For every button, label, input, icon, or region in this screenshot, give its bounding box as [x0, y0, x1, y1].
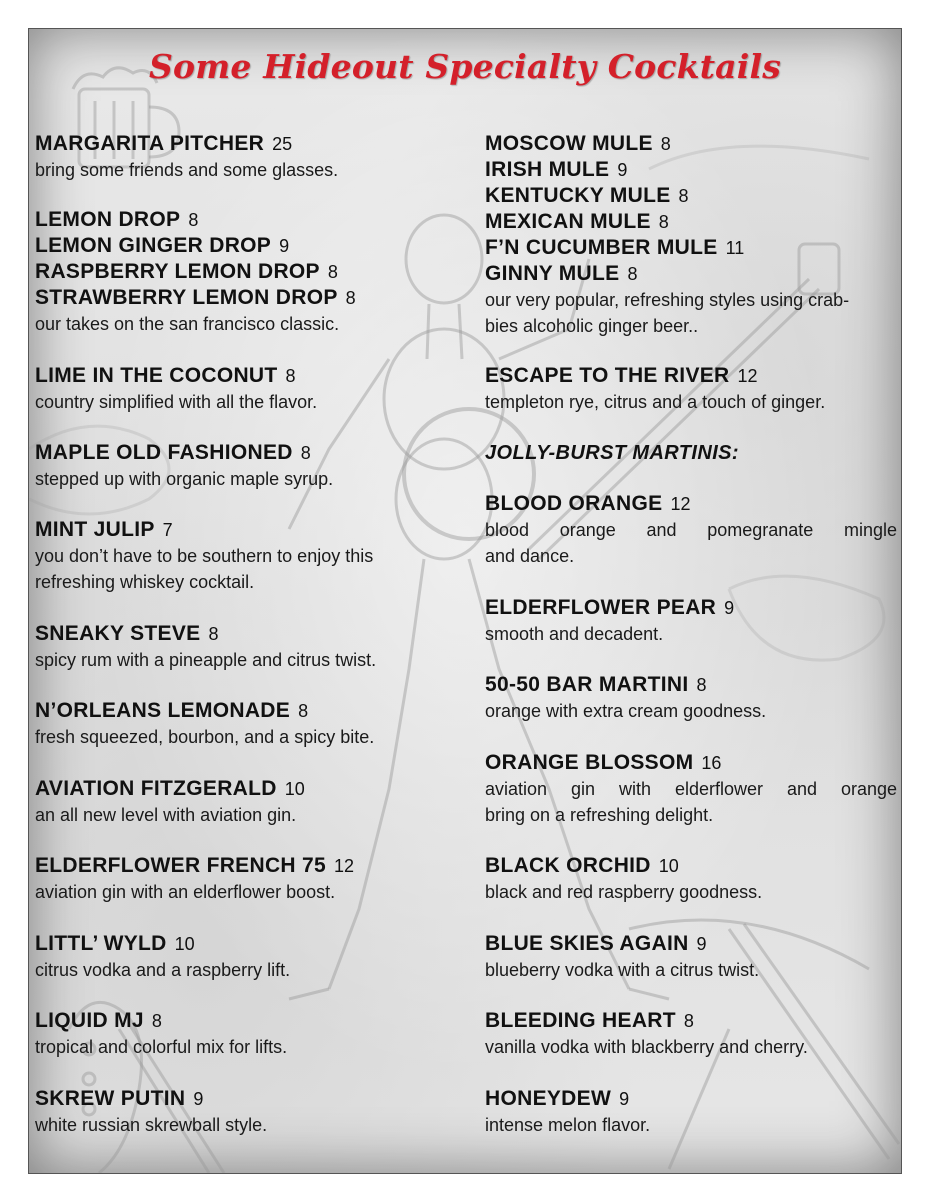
item-description: templeton rye, citrus and a touch of ginger.: [485, 392, 826, 412]
item-price: 25: [272, 134, 293, 154]
menu-item-littl-wyld: [35, 931, 447, 983]
item-price: 8: [327, 262, 338, 282]
item-price: 8: [298, 701, 309, 721]
item-price: 9: [696, 934, 707, 954]
menu-item-orange-blossom: [485, 750, 897, 828]
menu-item-aviation-fitzgerald: [35, 776, 447, 828]
item-price: 8: [678, 186, 689, 206]
menu-item-sneaky-steve: [35, 621, 447, 673]
item-description: blueberry vodka with a citrus twist.: [485, 960, 760, 980]
item-name: STRAWBERRY LEMON DROP: [35, 286, 338, 309]
item-description: tropical and colorful mix for lifts.: [35, 1037, 288, 1057]
item-price: 7: [162, 520, 173, 540]
item-name: RASPBERRY LEMON DROP: [35, 260, 320, 283]
item-description: an all new level with aviation gin.: [35, 805, 297, 825]
item-name: MINT JULIP: [35, 518, 155, 541]
item-description: vanilla vodka with blackberry and cherry.: [485, 1037, 808, 1057]
menu-page: [28, 28, 902, 1174]
item-name: ELDERFLOWER PEAR: [485, 596, 717, 619]
item-name: F’N CUCUMBER MULE: [485, 236, 718, 259]
item-name: IRISH MULE: [485, 158, 610, 181]
menu-item-margarita-pitcher: [35, 131, 447, 183]
item-description: aviation gin with an elderflower boost.: [35, 882, 336, 902]
item-description: you don’t have to be southern to enjoy this: [35, 546, 374, 566]
item-description: blood orange and pomegranate mingle: [485, 520, 897, 540]
item-name: HONEYDEW: [485, 1087, 612, 1110]
item-price: 12: [670, 494, 691, 514]
item-price: 8: [658, 212, 669, 232]
item-name: AVIATION FITZGERALD: [35, 777, 277, 800]
item-name: MARGARITA PITCHER: [35, 132, 265, 155]
item-price: 8: [285, 366, 296, 386]
item-description: spicy rum with a pineapple and citrus twist.: [35, 650, 377, 670]
item-name: 50-50 BAR MARTINI: [485, 673, 689, 696]
item-price: 8: [300, 443, 311, 463]
item-name: BLEEDING HEART: [485, 1009, 676, 1032]
item-description: our very popular, refreshing styles using crab-: [485, 290, 850, 310]
item-name: MOSCOW MULE: [485, 132, 653, 155]
menu-item-blue-skies-again: [485, 931, 897, 983]
item-price: 8: [660, 134, 671, 154]
item-price: 8: [696, 675, 707, 695]
item-name: SNEAKY STEVE: [35, 622, 201, 645]
menu-item-black-orchid: [485, 853, 897, 905]
menu-item-honeydew: [485, 1086, 897, 1138]
item-description: refreshing whiskey cocktail.: [35, 572, 255, 592]
menu-item-escape-to-the-river: [485, 363, 897, 415]
menu-item-elderflower-pear: [485, 595, 897, 647]
item-price: 9: [724, 598, 735, 618]
menu-item-maple-old-fashioned: [35, 440, 447, 492]
menu-item-bleeding-heart: [485, 1008, 897, 1060]
item-description: aviation gin with elderflower and orange: [485, 779, 897, 799]
menu-item-blood-orange: [485, 491, 897, 569]
menu-title: Some Hideout Specialty Cocktails: [148, 47, 782, 86]
item-price: 12: [737, 366, 758, 386]
item-name: LEMON GINGER DROP: [35, 234, 272, 257]
item-description: citrus vodka and a raspberry lift.: [35, 960, 291, 980]
item-price: 8: [683, 1011, 694, 1031]
menu-group-lemon-drops: [35, 207, 447, 337]
item-price: 8: [345, 288, 356, 308]
item-name: BLACK ORCHID: [485, 854, 651, 877]
item-description: black and red raspberry goodness.: [485, 882, 763, 902]
menu-item-50-50-bar-martini: [485, 672, 897, 724]
item-price: 10: [174, 934, 195, 954]
item-description: and dance.: [485, 546, 575, 566]
item-name: ORANGE BLOSSOM: [485, 751, 694, 774]
menu-item-skrew-putin: [35, 1086, 447, 1138]
martinis-section-heading: [485, 440, 897, 466]
section-heading: JOLLY-BURST MARTINIS:: [485, 442, 739, 464]
item-name: ESCAPE TO THE RIVER: [485, 364, 730, 387]
item-description: bring on a refreshing delight.: [485, 805, 714, 825]
menu-item-elderflower-french-75: [35, 853, 447, 905]
item-description: country simplified with all the flavor.: [35, 392, 318, 412]
item-name: GINNY MULE: [485, 262, 620, 285]
menu-item-norleans-lemonade: [35, 698, 447, 750]
menu-group-mules: [485, 131, 897, 339]
item-description: orange with extra cream goodness.: [485, 701, 767, 721]
item-name: MEXICAN MULE: [485, 210, 651, 233]
item-name: LIQUID MJ: [35, 1009, 144, 1032]
menu-item-mint-julip: [35, 517, 447, 595]
item-price: 8: [188, 210, 199, 230]
item-description: bies alcoholic ginger beer..: [485, 316, 699, 336]
item-price: 9: [279, 236, 290, 256]
menu-item-liquid-mj: [35, 1008, 447, 1060]
item-price: 12: [333, 856, 355, 876]
item-description: smooth and decadent.: [485, 624, 664, 644]
item-name: LEMON DROP: [35, 208, 181, 231]
item-name: KENTUCKY MULE: [485, 184, 671, 207]
item-name: N’ORLEANS LEMONADE: [35, 699, 291, 722]
item-price: 8: [627, 264, 638, 284]
item-name: BLOOD ORANGE: [485, 492, 663, 515]
item-description: fresh squeezed, bourbon, and a spicy bite.: [35, 727, 375, 747]
item-name: MAPLE OLD FASHIONED: [35, 441, 293, 464]
item-description: white russian skrewball style.: [35, 1115, 268, 1135]
item-name: SKREW PUTIN: [35, 1087, 186, 1110]
item-name: ELDERFLOWER FRENCH 75: [35, 854, 326, 877]
item-price: 8: [208, 624, 219, 644]
item-description: intense melon flavor.: [485, 1115, 651, 1135]
item-description: stepped up with organic maple syrup.: [35, 469, 334, 489]
item-price: 9: [193, 1089, 204, 1109]
item-name: LIME IN THE COCONUT: [35, 364, 278, 387]
item-description: our takes on the san francisco classic.: [35, 314, 340, 334]
item-price: 10: [284, 779, 305, 799]
item-description: bring some friends and some glasses.: [35, 160, 339, 180]
item-name: LITTL’ WYLD: [35, 932, 167, 955]
item-price: 11: [725, 238, 745, 258]
item-price: 10: [658, 856, 679, 876]
item-price: 16: [701, 753, 722, 773]
item-price: 8: [151, 1011, 162, 1031]
item-name: BLUE SKIES AGAIN: [485, 932, 689, 955]
menu-item-lime-in-the-coconut: [35, 363, 447, 415]
item-price: 9: [617, 160, 628, 180]
item-price: 9: [619, 1089, 630, 1109]
